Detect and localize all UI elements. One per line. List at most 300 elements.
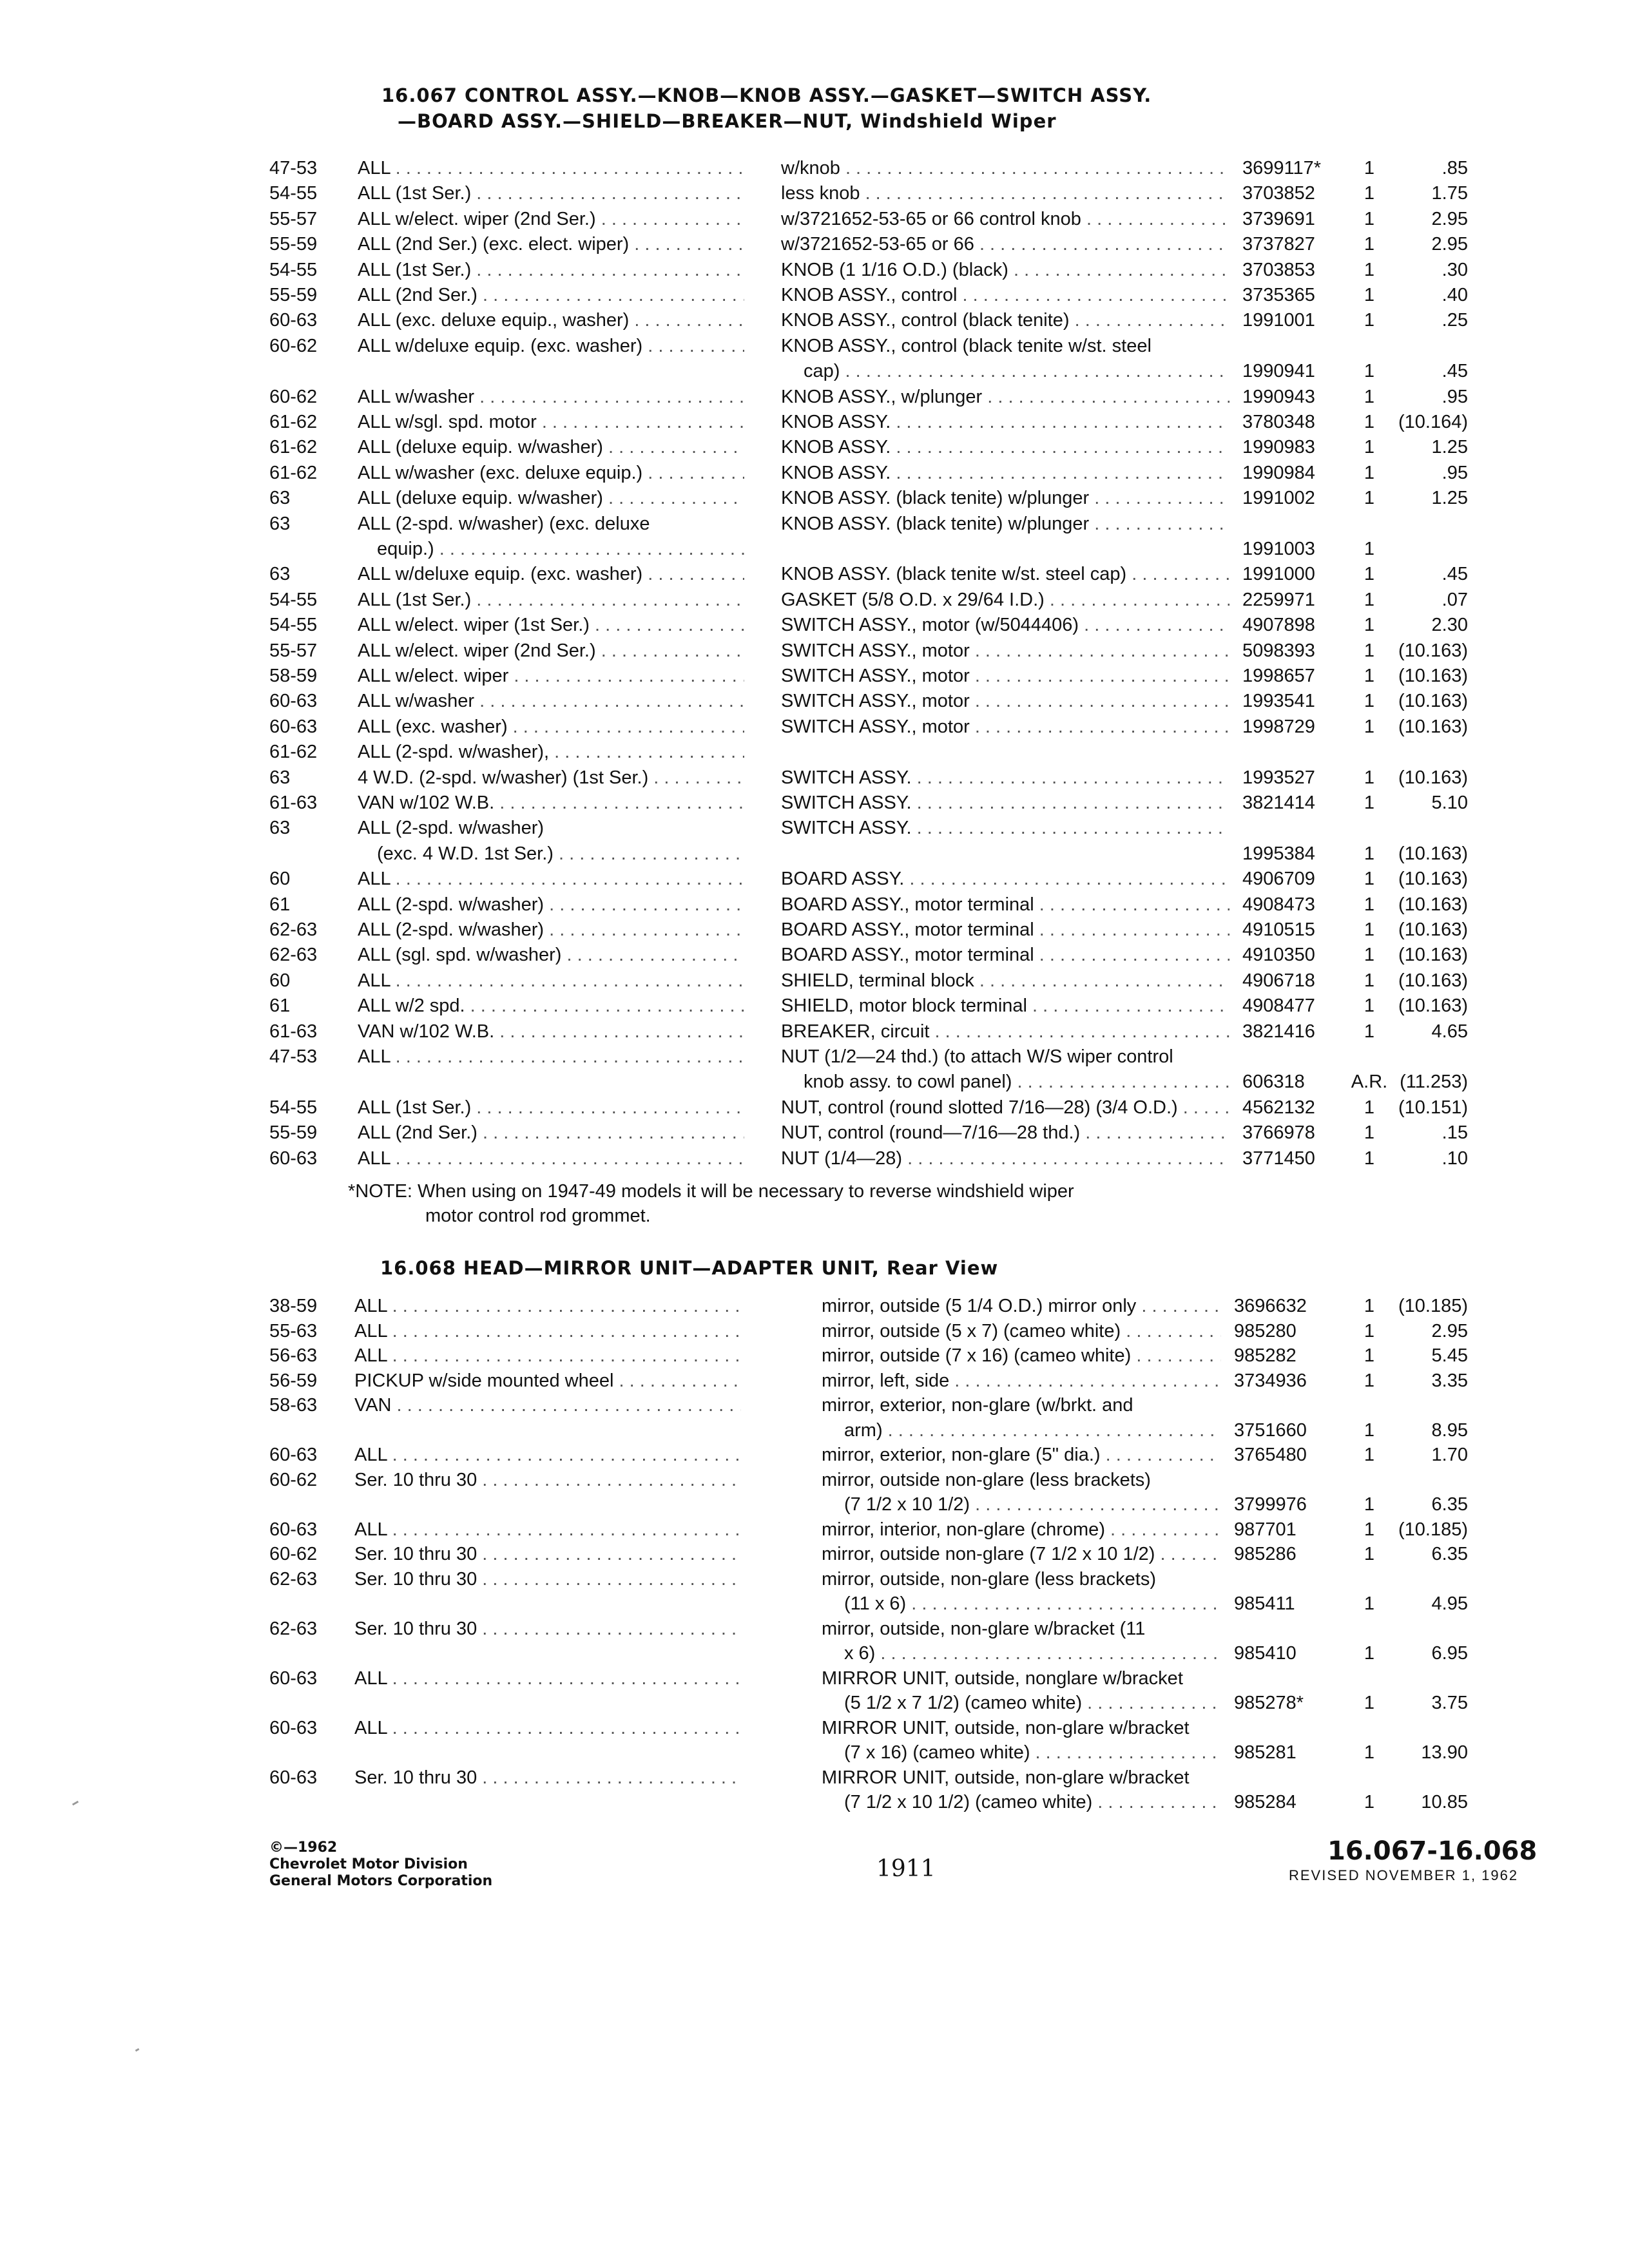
- cell-year: 61-62: [269, 437, 318, 458]
- cell-part: 985284: [1234, 1792, 1296, 1812]
- cell-year: 55-59: [269, 285, 318, 305]
- cell-qty: 1: [1364, 158, 1375, 178]
- footer-copyright: [269, 1840, 492, 1890]
- cell-part: 3703853: [1242, 259, 1315, 280]
- cell-part: 1995384: [1242, 843, 1315, 864]
- section1-title-line2: —BOARD ASSY.—SHIELD—BREAKER—NUT, Windshield Wiper: [398, 110, 1057, 132]
- cell-year: 56-63: [269, 1345, 318, 1366]
- cell-part: 3734936: [1234, 1370, 1307, 1391]
- cell-part: 1990941: [1242, 361, 1315, 382]
- cell-desc: KNOB (1 1/16 O.D.) (black) . . .: [781, 258, 1229, 282]
- cell-year: 63: [269, 513, 291, 534]
- cell-year: 55-57: [269, 208, 318, 229]
- cell-qty: 1: [1364, 1419, 1375, 1441]
- corporation-text: General Motors Corporation: [269, 1873, 493, 1889]
- cell-model: ALL (2nd Ser.) . . .: [358, 283, 744, 307]
- cell-year: 60-63: [269, 1148, 318, 1169]
- cell-qty: 1: [1364, 945, 1375, 966]
- cell-year: 61: [269, 894, 291, 915]
- cell-year: 54-55: [269, 259, 318, 280]
- cell-model: ALL (2-spd. w/washer): [358, 818, 545, 839]
- cell-model: ALL . . .: [358, 968, 744, 993]
- cell-model: ALL w/washer . . .: [358, 385, 744, 409]
- cell-price: (10.163): [1398, 691, 1468, 712]
- cell-desc2: arm) . . .: [844, 1418, 1221, 1443]
- cell-part: 1991000: [1242, 564, 1315, 585]
- cell-price: (10.163): [1398, 869, 1468, 890]
- cell-part: 985278*: [1234, 1693, 1304, 1713]
- cell-qty: 1: [1364, 183, 1375, 204]
- cell-part: 3735365: [1242, 285, 1315, 305]
- cell-year: 62-63: [269, 1618, 318, 1639]
- cell-qty: 1: [1364, 793, 1375, 813]
- cell-model: Ser. 10 thru 30 . . .: [354, 1567, 741, 1591]
- cell-year: 60-63: [269, 1519, 318, 1540]
- cell-desc: SWITCH ASSY., motor . . .: [781, 715, 1229, 739]
- cell-model2: (exc. 4 W.D. 1st Ser.) . . .: [377, 841, 744, 866]
- cell-year: 60-62: [269, 386, 318, 407]
- cell-price: .10: [1441, 1148, 1468, 1169]
- cell-price: (10.185): [1398, 1296, 1468, 1316]
- cell-qty: 1: [1364, 1643, 1375, 1664]
- cell-qty: 1: [1364, 1122, 1375, 1144]
- cell-desc: BREAKER, circuit . . .: [781, 1019, 1229, 1044]
- cell-model: ALL . . .: [354, 1517, 741, 1542]
- cell-desc2: (11 x 6) . . .: [844, 1591, 1221, 1616]
- cell-qty: 1: [1364, 1097, 1375, 1118]
- cell-price: (10.163): [1398, 970, 1468, 991]
- cell-desc2: (7 1/2 x 10 1/2) . . .: [844, 1492, 1221, 1517]
- cell-year: 63: [269, 564, 291, 585]
- cell-desc: KNOB ASSY. . . .: [781, 461, 1229, 485]
- cell-desc: mirror, exterior, non-glare (5" dia.) . . .: [822, 1443, 1221, 1467]
- cell-desc2: (5 1/2 x 7 1/2) (cameo white) . . .: [844, 1691, 1221, 1715]
- cell-qty: 1: [1364, 615, 1375, 636]
- cell-desc: MIRROR UNIT, outside, non-glare w/bracket: [822, 1767, 1190, 1788]
- cell-qty: 1: [1364, 843, 1375, 864]
- cell-price: 3.75: [1431, 1693, 1468, 1713]
- cell-qty: 1: [1364, 1320, 1375, 1341]
- cell-qty: 1: [1364, 386, 1375, 407]
- cell-qty: 1: [1364, 767, 1375, 788]
- cell-desc2: (7 x 16) (cameo white) . . .: [844, 1740, 1221, 1765]
- cell-part: 985281: [1234, 1742, 1296, 1763]
- cell-desc: SHIELD, terminal block . . .: [781, 968, 1229, 993]
- cell-qty: 1: [1364, 691, 1375, 712]
- cell-year: 55-57: [269, 640, 318, 661]
- cell-qty: 1: [1364, 1370, 1375, 1391]
- cell-desc: mirror, outside (7 x 16) (cameo white) . . .: [822, 1343, 1221, 1368]
- cell-model: ALL (2-spd. w/washer) (exc. deluxe: [358, 513, 650, 534]
- cell-desc: NUT, control (round slotted 7/16—28) (3/4 O.D.) . . .: [781, 1095, 1229, 1120]
- cell-model: VAN . . .: [354, 1393, 741, 1418]
- cell-desc: KNOB ASSY. (black tenite) w/plunger . . .: [781, 512, 1229, 536]
- cell-model: ALL (2nd Ser.) . . .: [358, 1120, 744, 1145]
- cell-price: 8.95: [1431, 1419, 1468, 1441]
- cell-desc2: cap) . . .: [804, 359, 1229, 383]
- cell-part: 3765480: [1234, 1445, 1307, 1465]
- cell-part: 1990984: [1242, 462, 1315, 483]
- cell-model: ALL w/elect. wiper (2nd Ser.) . . .: [358, 639, 744, 663]
- cell-model: VAN w/102 W.B. . . .: [358, 791, 744, 815]
- section1-title-line1: 16.067 CONTROL ASSY.—KNOB—KNOB ASSY.—GASKET—SWITCH ASSY.: [381, 84, 1152, 106]
- cell-desc: BOARD ASSY., motor terminal . . .: [781, 943, 1229, 967]
- cell-desc: SWITCH ASSY. . . .: [781, 765, 1229, 790]
- cell-model: ALL . . .: [358, 1146, 744, 1171]
- section1-note: [348, 1179, 1237, 1228]
- cell-year: 63: [269, 488, 291, 509]
- cell-model: ALL w/deluxe equip. (exc. washer) . . .: [358, 334, 744, 358]
- cell-qty: 1: [1364, 462, 1375, 483]
- cell-price: .95: [1441, 386, 1468, 407]
- cell-part: 4910515: [1242, 919, 1315, 940]
- cell-model: ALL w/elect. wiper (1st Ser.) . . .: [358, 613, 744, 637]
- cell-desc: KNOB ASSY. . . .: [781, 435, 1229, 459]
- cell-qty: 1: [1364, 589, 1375, 610]
- cell-price: (10.163): [1398, 945, 1468, 966]
- cell-price: (10.163): [1398, 995, 1468, 1017]
- cell-qty: 1: [1364, 234, 1375, 255]
- cell-year: 58-59: [269, 666, 318, 686]
- cell-price: (10.163): [1398, 666, 1468, 686]
- cell-desc: mirror, exterior, non-glare (w/brkt. and: [822, 1395, 1133, 1416]
- cell-price: (10.163): [1398, 894, 1468, 915]
- cell-model: ALL (2-spd. w/washer) . . .: [358, 892, 744, 917]
- cell-model: ALL . . .: [354, 1343, 741, 1368]
- cell-model: ALL (1st Ser.) . . .: [358, 181, 744, 206]
- cell-qty: 1: [1364, 1445, 1375, 1465]
- cell-qty: 1: [1364, 716, 1375, 737]
- cell-price: 13.90: [1421, 1742, 1468, 1763]
- cell-model: ALL w/deluxe equip. (exc. washer) . . .: [358, 562, 744, 586]
- cell-qty: 1: [1364, 1296, 1375, 1316]
- cell-year: 61-63: [269, 1021, 318, 1042]
- cell-desc: BOARD ASSY., motor terminal . . .: [781, 918, 1229, 942]
- cell-year: 61-63: [269, 793, 318, 813]
- cell-price: 5.45: [1431, 1345, 1468, 1366]
- cell-year: 60: [269, 970, 291, 991]
- cell-price: .15: [1441, 1122, 1468, 1144]
- cell-model: ALL . . .: [358, 1044, 744, 1069]
- cell-desc: KNOB ASSY., w/plunger . . .: [781, 385, 1229, 409]
- cell-desc: MIRROR UNIT, outside, nonglare w/bracket: [822, 1667, 1183, 1689]
- cell-year: 47-53: [269, 1046, 318, 1067]
- cell-price: 1.75: [1431, 183, 1468, 204]
- cell-year: 55-63: [269, 1320, 318, 1341]
- cell-part: 987701: [1234, 1519, 1296, 1540]
- cell-part: 3821416: [1242, 1021, 1315, 1042]
- cell-model: ALL (exc. washer) . . .: [358, 715, 744, 739]
- cell-desc: NUT (1/2—24 thd.) (to attach W/S wiper control: [781, 1046, 1173, 1067]
- cell-price: .25: [1441, 310, 1468, 331]
- cell-price: 10.85: [1421, 1792, 1468, 1812]
- cell-desc: mirror, outside non-glare (7 1/2 x 10 1/2) . . .: [822, 1542, 1221, 1566]
- cell-desc: mirror, left, side . . .: [822, 1369, 1221, 1393]
- cell-desc: mirror, interior, non-glare (chrome) . . .: [822, 1517, 1221, 1542]
- cell-year: 61-62: [269, 412, 318, 432]
- cell-year: 60-63: [269, 1767, 318, 1788]
- cell-qty: 1: [1364, 1494, 1375, 1515]
- cell-model: VAN w/102 W.B. . . .: [358, 1019, 744, 1044]
- cell-year: 55-59: [269, 1122, 318, 1144]
- cell-year: 60-62: [269, 1544, 318, 1564]
- cell-qty: 1: [1364, 1742, 1375, 1763]
- cell-qty: 1: [1364, 1693, 1375, 1713]
- cell-part: 4906709: [1242, 869, 1315, 890]
- cell-desc: SWITCH ASSY., motor . . .: [781, 664, 1229, 688]
- cell-desc: KNOB ASSY. . . .: [781, 410, 1229, 434]
- cell-part: 3751660: [1234, 1419, 1307, 1441]
- cell-part: 3737827: [1242, 234, 1315, 255]
- cell-price: (10.164): [1398, 412, 1468, 432]
- cell-part: 606318: [1242, 1072, 1305, 1093]
- cell-part: 4910350: [1242, 945, 1315, 966]
- cell-model: ALL (1st Ser.) . . .: [358, 1095, 744, 1120]
- cell-qty: 1: [1364, 666, 1375, 686]
- cell-year: 61: [269, 995, 291, 1017]
- cell-desc: BOARD ASSY., motor terminal . . .: [781, 892, 1229, 917]
- cell-price: 4.95: [1431, 1593, 1468, 1614]
- cell-desc: mirror, outside (5 x 7) (cameo white) . . .: [822, 1319, 1221, 1343]
- cell-model: ALL w/elect. wiper (2nd Ser.) . . .: [358, 207, 744, 231]
- cell-desc: SWITCH ASSY., motor . . .: [781, 639, 1229, 663]
- cell-part: 4907898: [1242, 615, 1315, 636]
- cell-model: ALL (2-spd. w/washer), . . .: [358, 740, 744, 764]
- cell-part: 4906718: [1242, 970, 1315, 991]
- cell-price: 2.95: [1431, 208, 1468, 229]
- cell-desc2: knob assy. to cowl panel) . . .: [804, 1070, 1229, 1094]
- cell-part: 1998729: [1242, 716, 1315, 737]
- cell-year: 62-63: [269, 1568, 318, 1590]
- cell-desc: SHIELD, motor block terminal . . .: [781, 994, 1229, 1018]
- cell-price: (11.253): [1400, 1072, 1468, 1093]
- cell-year: 60-63: [269, 1717, 318, 1738]
- cell-desc2: (7 1/2 x 10 1/2) (cameo white) . . .: [844, 1790, 1221, 1814]
- cell-price: 3.35: [1431, 1370, 1468, 1391]
- cell-year: 62-63: [269, 945, 318, 966]
- cell-qty: 1: [1364, 1544, 1375, 1564]
- cell-desc: KNOB ASSY. (black tenite) w/plunger . . .: [781, 486, 1229, 510]
- cell-model: ALL . . .: [354, 1443, 741, 1467]
- cell-price: 1.25: [1431, 488, 1468, 509]
- cell-part: 3696632: [1234, 1296, 1307, 1316]
- cell-year: 60-62: [269, 335, 318, 356]
- cell-year: 60-63: [269, 691, 318, 712]
- cell-qty: 1: [1364, 1345, 1375, 1366]
- cell-year: 55-59: [269, 234, 318, 255]
- cell-part: 985282: [1234, 1345, 1296, 1366]
- cell-price: 6.95: [1431, 1643, 1468, 1664]
- cell-desc: SWITCH ASSY. . . .: [781, 791, 1229, 815]
- cell-model: ALL (deluxe equip. w/washer) . . .: [358, 435, 744, 459]
- cell-model: Ser. 10 thru 30 . . .: [354, 1617, 741, 1641]
- cell-desc: KNOB ASSY., control . . .: [781, 283, 1229, 307]
- cell-part: 4908473: [1242, 894, 1315, 915]
- cell-desc: GASKET (5/8 O.D. x 29/64 I.D.) . . .: [781, 588, 1229, 612]
- cell-qty: 1: [1364, 208, 1375, 229]
- cell-qty: 1: [1364, 995, 1375, 1017]
- cell-price: .85: [1441, 158, 1468, 178]
- cell-part: 1990983: [1242, 437, 1315, 458]
- cell-year: 60: [269, 869, 291, 890]
- copyright-text: ©—1962: [269, 1840, 338, 1856]
- cell-price: .45: [1441, 564, 1468, 585]
- cell-year: 60-63: [269, 1445, 318, 1465]
- cell-part: 1998657: [1242, 666, 1315, 686]
- division-text: Chevrolet Motor Division: [269, 1856, 468, 1872]
- cell-desc: w/3721652-53-65 or 66 . . .: [781, 232, 1229, 256]
- cell-year: 54-55: [269, 183, 318, 204]
- scan-speck: [72, 1801, 79, 1806]
- cell-part: 985411: [1234, 1593, 1295, 1614]
- cell-price: 2.95: [1431, 234, 1468, 255]
- cell-part: 3799976: [1234, 1494, 1307, 1515]
- cell-year: 60-63: [269, 716, 318, 737]
- cell-year: 54-55: [269, 1097, 318, 1118]
- cell-qty: 1: [1364, 1148, 1375, 1169]
- cell-year: 58-63: [269, 1395, 318, 1416]
- cell-desc: KNOB ASSY., control (black tenite) . . .: [781, 308, 1229, 332]
- cell-year: 63: [269, 818, 291, 839]
- cell-part: 4908477: [1242, 995, 1315, 1017]
- cell-desc: SWITCH ASSY., motor (w/5044406) . . .: [781, 613, 1229, 637]
- cell-desc: KNOB ASSY. (black tenite w/st. steel cap) . . .: [781, 562, 1229, 586]
- cell-part: 3703852: [1242, 183, 1315, 204]
- cell-desc: BOARD ASSY. . . .: [781, 867, 1229, 891]
- cell-qty: A.R.: [1351, 1072, 1388, 1093]
- page-number: 1911: [876, 1856, 936, 1882]
- cell-qty: 1: [1364, 970, 1375, 991]
- cell-price: 4.65: [1431, 1021, 1468, 1042]
- cell-model: ALL (exc. deluxe equip., washer) . . .: [358, 308, 744, 332]
- cell-desc: w/3721652-53-65 or 66 control knob . . .: [781, 207, 1229, 231]
- cell-price: (10.185): [1398, 1519, 1468, 1540]
- cell-desc: SWITCH ASSY., motor . . .: [781, 689, 1229, 713]
- cell-model: ALL w/washer . . .: [358, 689, 744, 713]
- cell-desc: w/knob . . .: [781, 156, 1229, 180]
- cell-model: ALL (deluxe equip. w/washer) . . .: [358, 486, 744, 510]
- cell-price: .40: [1441, 285, 1468, 305]
- cell-model: ALL . . .: [354, 1319, 741, 1343]
- cell-part: 3766978: [1242, 1122, 1315, 1144]
- revised-date: REVISED NOVEMBER 1, 1962: [1289, 1867, 1519, 1883]
- cell-model: Ser. 10 thru 30 . . .: [354, 1542, 741, 1566]
- cell-part: 3780348: [1242, 412, 1315, 432]
- cell-model: ALL w/washer (exc. deluxe equip.) . . .: [358, 461, 744, 485]
- cell-qty: 1: [1364, 1519, 1375, 1540]
- cell-year: 54-55: [269, 589, 318, 610]
- cell-model: ALL (2-spd. w/washer) . . .: [358, 918, 744, 942]
- cell-model: ALL . . .: [358, 156, 744, 180]
- cell-price: (10.163): [1398, 919, 1468, 940]
- cell-model2: equip.) . . .: [377, 537, 744, 561]
- cell-desc2: x 6) . . .: [844, 1641, 1221, 1666]
- cell-price: (10.151): [1398, 1097, 1468, 1118]
- cell-model: ALL w/sgl. spd. motor . . .: [358, 410, 744, 434]
- cell-desc: mirror, outside (5 1/4 O.D.) mirror only . . .: [822, 1294, 1221, 1318]
- cell-year: 60-62: [269, 1469, 318, 1490]
- cell-part: 985286: [1234, 1544, 1296, 1564]
- cell-price: 5.10: [1431, 793, 1468, 813]
- cell-model: 4 W.D. (2-spd. w/washer) (1st Ser.) . . .: [358, 765, 744, 790]
- section2-title: 16.068 HEAD—MIRROR UNIT—ADAPTER UNIT, Rear View: [380, 1257, 999, 1279]
- cell-part: 3699117*: [1242, 158, 1322, 178]
- cell-model: ALL . . .: [354, 1716, 741, 1740]
- cell-part: 1991002: [1242, 488, 1315, 509]
- section-reference: 16.067-16.068: [1327, 1836, 1537, 1866]
- cell-qty: 1: [1364, 285, 1375, 305]
- cell-year: 38-59: [269, 1296, 318, 1316]
- cell-qty: 1: [1364, 1593, 1375, 1614]
- cell-price: (10.163): [1398, 640, 1468, 661]
- cell-model: ALL (1st Ser.) . . .: [358, 588, 744, 612]
- cell-qty: 1: [1364, 539, 1375, 559]
- cell-desc: MIRROR UNIT, outside, non-glare w/bracket: [822, 1717, 1190, 1738]
- cell-qty: 1: [1364, 259, 1375, 280]
- note-line1: *NOTE: When using on 1947-49 models it will be necessary to reverse windshield wiper: [348, 1181, 1074, 1202]
- cell-model: Ser. 10 thru 30 . . .: [354, 1468, 741, 1492]
- cell-part: 5098393: [1242, 640, 1315, 661]
- cell-desc: mirror, outside, non-glare w/bracket (11: [822, 1618, 1146, 1639]
- cell-desc: NUT (1/4—28) . . .: [781, 1146, 1229, 1171]
- cell-year: 56-59: [269, 1370, 318, 1391]
- cell-desc: less knob . . .: [781, 181, 1229, 206]
- cell-desc: KNOB ASSY., control (black tenite w/st. steel: [781, 335, 1152, 356]
- cell-qty: 1: [1364, 361, 1375, 382]
- cell-price: .45: [1441, 361, 1468, 382]
- cell-year: 60-63: [269, 1667, 318, 1689]
- cell-part: 3771450: [1242, 1148, 1315, 1169]
- cell-desc: mirror, outside, non-glare (less brackets): [822, 1568, 1156, 1590]
- cell-model: ALL w/2 spd. . . .: [358, 994, 744, 1018]
- cell-qty: 1: [1364, 1792, 1375, 1812]
- cell-price: 1.25: [1431, 437, 1468, 458]
- cell-part: 1990943: [1242, 386, 1315, 407]
- cell-part: 3821414: [1242, 793, 1315, 813]
- cell-price: (10.163): [1398, 843, 1468, 864]
- cell-qty: 1: [1364, 564, 1375, 585]
- cell-price: .30: [1441, 259, 1468, 280]
- cell-year: 54-55: [269, 615, 318, 636]
- cell-desc: SWITCH ASSY. . . .: [781, 816, 1229, 840]
- cell-model: ALL . . .: [358, 867, 744, 891]
- cell-part: 1993527: [1242, 767, 1315, 788]
- cell-qty: 1: [1364, 412, 1375, 432]
- cell-model: ALL . . .: [354, 1666, 741, 1691]
- cell-part: 2259971: [1242, 589, 1315, 610]
- cell-part: 1993541: [1242, 691, 1315, 712]
- cell-model: ALL . . .: [354, 1294, 741, 1318]
- note-line2: motor control rod grommet.: [425, 1206, 651, 1226]
- cell-qty: 1: [1364, 1021, 1375, 1042]
- cell-part: 1991003: [1242, 539, 1315, 559]
- cell-model: Ser. 10 thru 30 . . .: [354, 1765, 741, 1790]
- cell-part: 1991001: [1242, 310, 1315, 331]
- cell-year: 60-63: [269, 310, 318, 331]
- scan-speck: [135, 2048, 140, 2052]
- cell-qty: 1: [1364, 310, 1375, 331]
- cell-year: 61-62: [269, 462, 318, 483]
- cell-part: 3739691: [1242, 208, 1315, 229]
- cell-price: 1.70: [1431, 1445, 1468, 1465]
- cell-part: 985280: [1234, 1320, 1296, 1341]
- cell-price: (10.163): [1398, 716, 1468, 737]
- cell-year: 61-62: [269, 742, 318, 763]
- cell-model: ALL (sgl. spd. w/washer) . . .: [358, 943, 744, 967]
- cell-desc: NUT, control (round—7/16—28 thd.) . . .: [781, 1120, 1229, 1145]
- cell-desc: mirror, outside non-glare (less brackets): [822, 1469, 1151, 1490]
- cell-price: 2.95: [1431, 1320, 1468, 1341]
